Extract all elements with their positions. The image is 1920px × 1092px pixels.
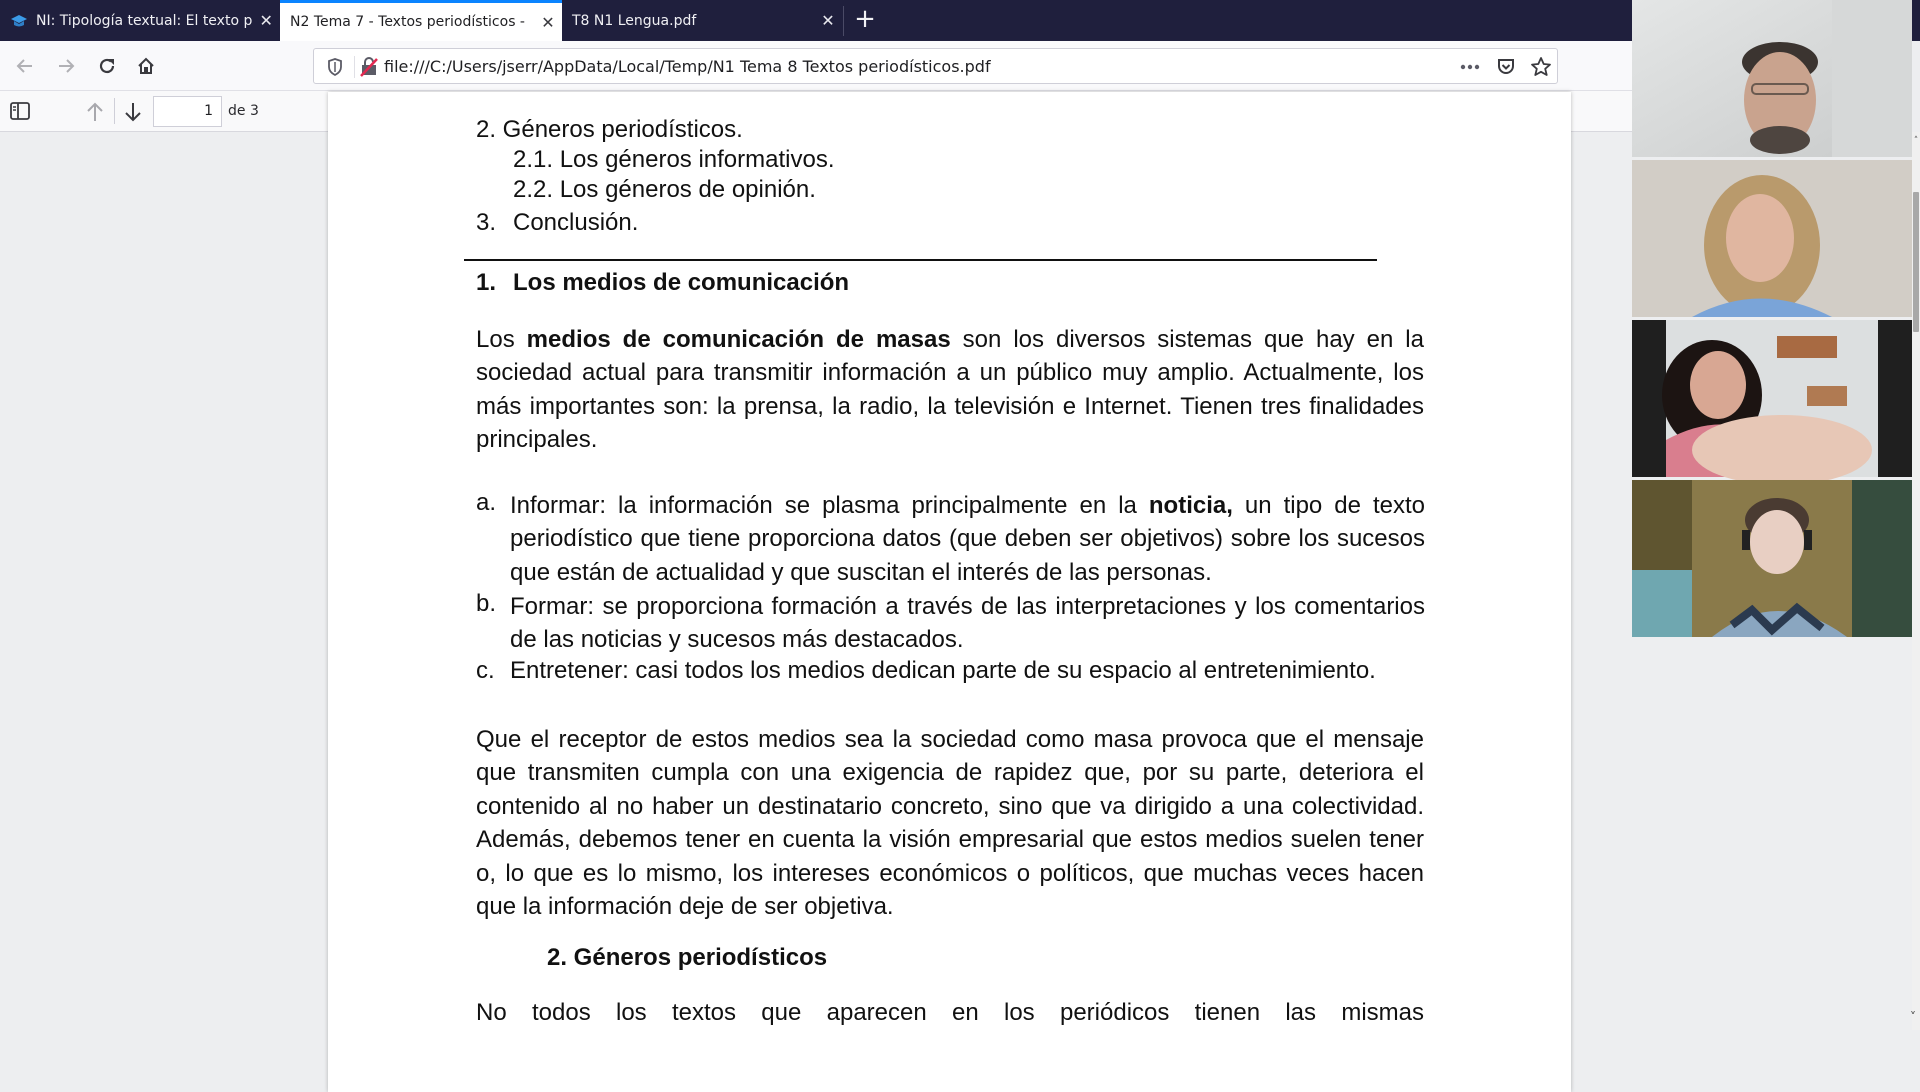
participant-4-avatar xyxy=(1632,480,1912,637)
paragraph-2: Que el receptor de estos medios sea la sociedad como masa provoca que el mensaje que transmiten cumpla con una exigencia de rapidez que, por su parte, deteriora el contenido al no haber un destinatario concreto, sino que va dirigido a una colectividad. Además, debemos tener en cuenta la visión empresarial que estos medios suelen tener o, lo que es lo mismo, los intereses económicos o políticos, que muchas veces hacen que la información deje de ser objetiva. xyxy=(476,726,1424,921)
toc-item-2: 2. Géneros periodísticos. xyxy=(476,116,743,143)
tab-label: NI: Tipología textual: El texto p xyxy=(36,12,253,29)
list-item-c: Entretener: casi todos los medios dedican parte de su espacio al entretenimiento. xyxy=(510,657,1376,684)
graduation-cap-icon xyxy=(10,14,28,28)
shield-icon[interactable] xyxy=(326,57,344,77)
tab-textos-periodisticos[interactable] xyxy=(280,0,562,41)
list-marker-b: b. xyxy=(476,590,497,617)
toc-item-3: Conclusión. xyxy=(513,209,639,236)
tab-t8-lengua[interactable] xyxy=(562,0,842,41)
toc-item-2-1: 2.1. Los géneros informativos. xyxy=(513,146,835,173)
para1-post: son los diversos sistemas que hay en la sociedad actual para transmitir información a un público muy amplio. Actualmente, los más importantes son: la prensa, la radio, la televisión e Internet. Tienen tres finalidades principales. xyxy=(476,326,1424,454)
pocket-icon[interactable] xyxy=(1496,57,1516,77)
forward-button[interactable] xyxy=(50,50,82,82)
vertical-scrollbar[interactable] xyxy=(1912,132,1920,1030)
toc-item-3-number: 3. xyxy=(476,209,497,236)
url-separator xyxy=(354,56,355,78)
participant-video-4[interactable] xyxy=(1632,480,1912,637)
list-a-post: un tipo de texto periodístico que tiene proporciona datos (que deben ser objetivos) sobre los sucesos que están de actualidad y que suscitan el interés de las personas. xyxy=(510,492,1425,586)
scroll-down-icon[interactable]: ˅ xyxy=(1910,1010,1916,1024)
more-actions-icon[interactable] xyxy=(1459,61,1481,73)
para1-bold: medios de comunicación de masas xyxy=(526,326,951,353)
paragraph-1 xyxy=(476,323,1424,457)
arrow-left-icon xyxy=(15,56,35,76)
page-count: de 3 xyxy=(228,103,259,119)
tab-separator xyxy=(843,6,844,36)
heading-1-number: 1. xyxy=(476,269,497,296)
back-button[interactable] xyxy=(9,50,41,82)
new-tab-button[interactable]: + xyxy=(854,4,876,34)
insecure-lock-icon[interactable] xyxy=(360,57,378,77)
sidebar-toggle-icon[interactable] xyxy=(10,102,30,120)
tab-label: N2 Tema 7 - Textos periodísticos - xyxy=(290,14,525,30)
pdf-page xyxy=(328,92,1571,1092)
toolbar-separator xyxy=(114,98,115,124)
previous-page-icon[interactable] xyxy=(85,101,105,123)
paragraph-3-partial: No todos los textos que aparecen en los periódicos tienen las mismas xyxy=(476,999,1424,1026)
tab-label: T8 N1 Lengua.pdf xyxy=(572,12,697,29)
reload-icon xyxy=(97,56,117,76)
close-icon[interactable]: ✕ xyxy=(541,12,555,32)
bookmark-star-icon[interactable] xyxy=(1530,56,1552,78)
navigation-bar xyxy=(0,41,1632,91)
list-marker-a: a. xyxy=(476,489,497,516)
participant-2-avatar xyxy=(1632,160,1912,317)
pdf-viewer[interactable] xyxy=(0,116,1912,1030)
participant-video-3[interactable] xyxy=(1632,320,1912,477)
video-call-panel xyxy=(1632,0,1912,640)
list-item-b: Formar: se proporciona formación a través de las interpretaciones y los comentarios de las noticias y sucesos más destacados. xyxy=(510,593,1425,654)
participant-1-avatar xyxy=(1632,0,1912,157)
horizontal-rule xyxy=(464,259,1377,261)
participant-3-avatar xyxy=(1632,320,1912,477)
list-item-a xyxy=(510,489,1425,589)
home-button[interactable] xyxy=(130,50,162,82)
participant-video-2[interactable] xyxy=(1632,160,1912,317)
page-number-input[interactable]: 1 xyxy=(153,96,222,127)
close-icon[interactable]: ✕ xyxy=(821,11,835,30)
list-marker-c: c. xyxy=(476,657,495,684)
arrow-right-icon xyxy=(56,56,76,76)
heading-1: Los medios de comunicación xyxy=(513,269,850,296)
reload-button[interactable] xyxy=(91,50,123,82)
participant-video-1[interactable] xyxy=(1632,0,1912,157)
url-text[interactable]: file:///C:/Users/jserr/AppData/Local/Temp/N1 Tema 8 Textos periodísticos.pdf xyxy=(384,57,991,76)
next-page-icon[interactable] xyxy=(123,101,143,123)
heading-2: 2. Géneros periodísticos xyxy=(547,944,828,971)
list-a-pre: Informar: la información se plasma principalmente en la xyxy=(510,492,1149,519)
close-icon[interactable]: ✕ xyxy=(259,11,273,30)
para1-pre: Los xyxy=(476,326,527,353)
url-bar[interactable] xyxy=(313,48,1558,84)
scroll-up-icon[interactable]: ˄ xyxy=(1913,136,1919,146)
tab-tipologia[interactable] xyxy=(0,0,280,41)
home-icon xyxy=(136,56,156,76)
list-a-bold: noticia, xyxy=(1148,492,1233,519)
scrollbar-thumb[interactable] xyxy=(1913,192,1919,332)
toc-item-2-2: 2.2. Los géneros de opinión. xyxy=(513,176,816,203)
